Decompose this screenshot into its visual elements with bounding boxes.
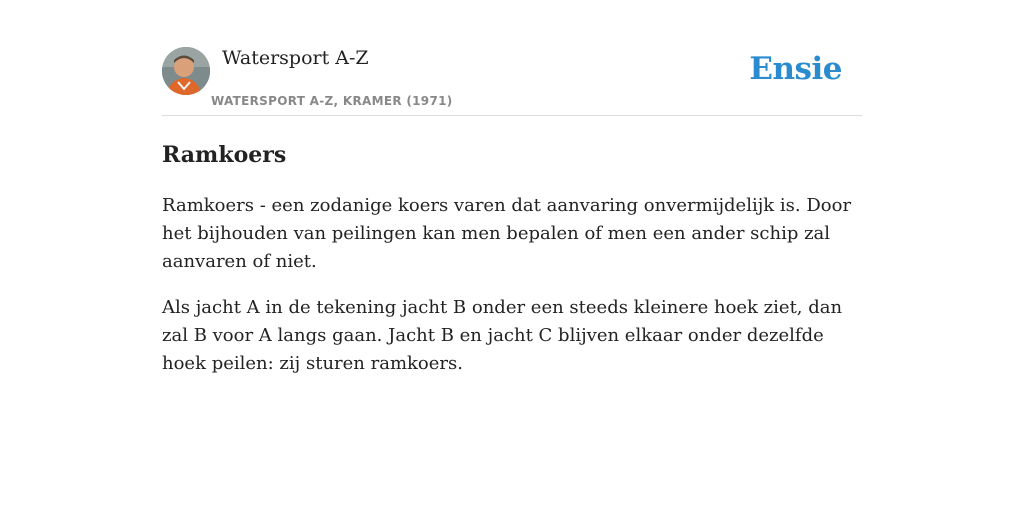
brand-logo[interactable]: Ensie xyxy=(749,51,842,87)
entry-paragraph: Ramkoers - een zodanige koers varen dat aanvaring onvermijdelijk is. Door het bijhouden van peilingen kan men bepalen of men een ander schip zal aanvaren of niet. xyxy=(162,195,852,272)
author-name[interactable]: Watersport A-Z xyxy=(222,47,369,69)
entry-paragraph: Als jacht A in de tekening jacht B onder een steeds kleinere hoek ziet, dan zal B voor A langs gaan. Jacht B en jacht C blijven elkaar onder dezelfde hoek peilen: zij sturen ramkoers. xyxy=(162,297,843,374)
entry-body xyxy=(162,192,862,396)
author-avatar[interactable] xyxy=(162,47,210,95)
source-label: WATERSPORT A-Z, KRAMER (1971) xyxy=(211,94,453,108)
page-container xyxy=(162,0,862,512)
entry-title: Ramkoers xyxy=(162,142,287,168)
person-photo-icon xyxy=(162,47,210,95)
header xyxy=(162,0,862,116)
